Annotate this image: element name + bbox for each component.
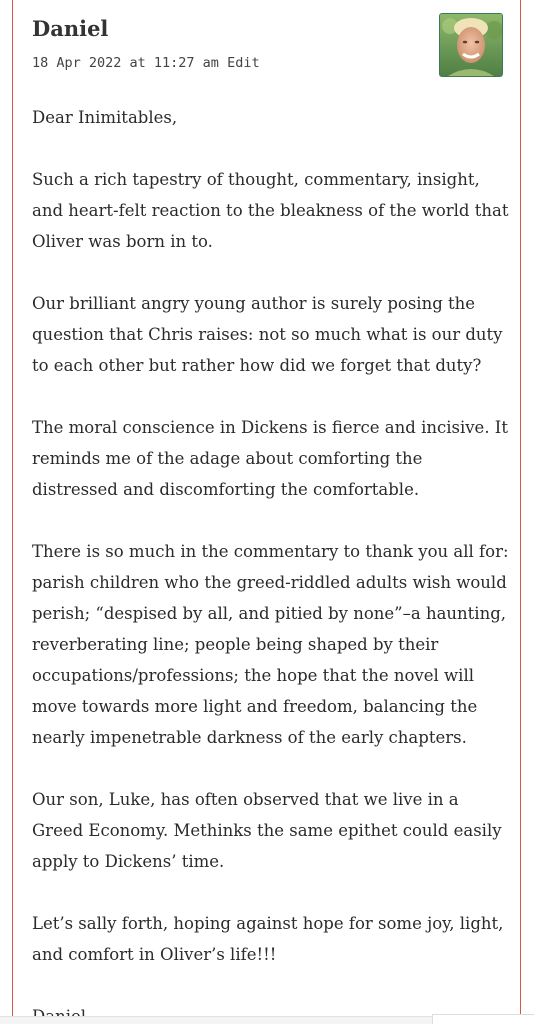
comment-paragraph: Our brilliant angry young author is surely posing the question that Chris raises: not so much what is our duty to each other but rather how did we forget that duty?: [32, 294, 503, 375]
edit-link[interactable]: Edit: [227, 55, 260, 71]
comment-date-link[interactable]: 18 Apr 2022 at 11:27 am: [32, 55, 219, 71]
comment-author[interactable]: Daniel: [32, 16, 109, 41]
comment-border-left: [12, 0, 13, 1024]
comment-body: [32, 102, 510, 1024]
comment-paragraph: Let’s sally forth, hoping against hope for some joy, light, and comfort in Oliver’s life!!!: [32, 914, 504, 964]
comment-paragraph: The moral conscience in Dickens is fierce and incisive. It reminds me of the adage about comforting the distressed and discomforting the comfortable.: [32, 418, 508, 499]
comment-paragraph: There is so much in the commentary to thank you all for: parish children who the greed-riddled adults wish would perish; “despised by all, and pitied by none”–a haunting, reverberating line; people being shaped by their occupations/professions; the hope that the novel will move towards more light and freedom, balancing the nearly impenetrable darkness of the early chapters.: [32, 542, 509, 747]
profile-photo-icon: [440, 14, 502, 76]
bottom-panel: [432, 1014, 534, 1024]
comment-paragraph: Dear Inimitables,: [32, 108, 178, 127]
comment-paragraph: Our son, Luke, has often observed that we live in a Greed Economy. Methinks the same epithet could easily apply to Dickens’ time.: [32, 790, 502, 871]
avatar: [439, 13, 503, 77]
comment-paragraph: Such a rich tapestry of thought, commentary, insight, and heart-felt reaction to the bleakness of the world that Oliver was born in to.: [32, 170, 509, 251]
comment-border-right: [520, 0, 521, 1024]
